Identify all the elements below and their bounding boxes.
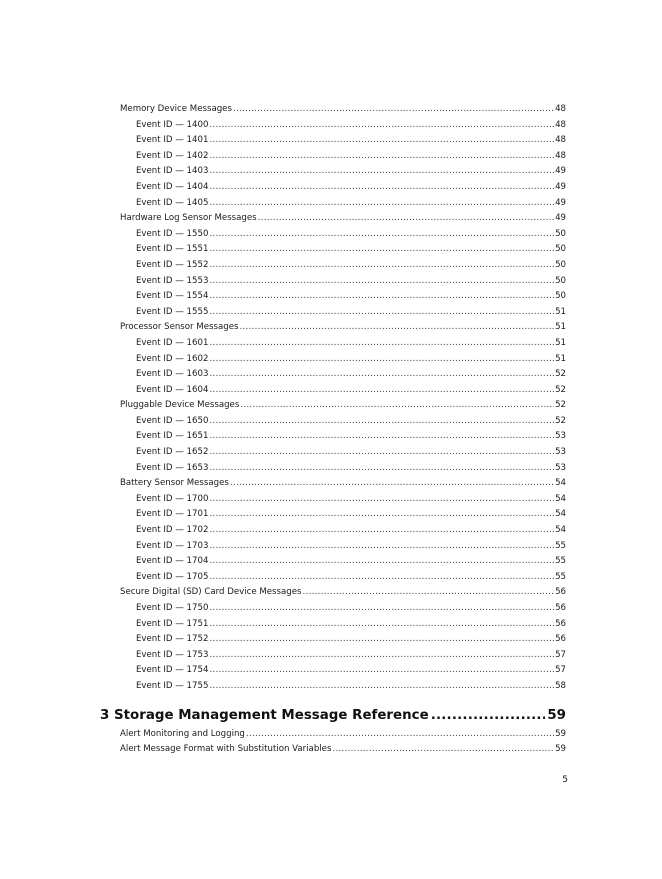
toc-entry-page: 52 — [555, 369, 566, 380]
toc-entry-title: Event ID — 1702 — [136, 525, 209, 536]
toc-entry-title: Event ID — 1650 — [136, 415, 209, 426]
toc-subsection-entry[interactable] — [0, 242, 662, 258]
table-of-contents — [0, 102, 662, 758]
toc-entry-page: 52 — [555, 400, 566, 411]
toc-entry-title: Battery Sensor Messages — [120, 478, 229, 489]
toc-entry-page: 50 — [555, 228, 566, 239]
toc-entry-title: Event ID — 1403 — [136, 166, 209, 177]
toc-entry-leader — [209, 258, 554, 274]
toc-section-entry[interactable] — [0, 476, 662, 492]
toc-section-entry[interactable] — [0, 211, 662, 227]
toc-entry-page: 59 — [555, 744, 566, 755]
toc-entry-page: 48 — [555, 150, 566, 161]
toc-subsection-entry[interactable] — [0, 445, 662, 461]
toc-entry-title: Alert Message Format with Substitution Variables — [120, 744, 332, 755]
toc-subsection-entry[interactable] — [0, 648, 662, 664]
toc-subsection-entry[interactable] — [0, 492, 662, 508]
toc-entry-leader — [209, 336, 554, 352]
toc-entry-page: 55 — [555, 571, 566, 582]
toc-entry-page: 49 — [555, 197, 566, 208]
toc-subsection-entry[interactable] — [0, 118, 662, 134]
toc-entry-page: 56 — [555, 618, 566, 629]
toc-section-entry[interactable] — [0, 727, 662, 743]
toc-entry-leader — [209, 554, 554, 570]
toc-entry-leader — [209, 164, 554, 180]
toc-entry-title: Event ID — 1405 — [136, 197, 209, 208]
toc-entry-page: 48 — [555, 135, 566, 146]
toc-subsection-entry[interactable] — [0, 554, 662, 570]
toc-subsection-entry[interactable] — [0, 570, 662, 586]
toc-entry-page: 54 — [555, 493, 566, 504]
toc-entry-leader — [209, 507, 554, 523]
toc-entry-title: Secure Digital (SD) Card Device Messages — [120, 587, 302, 598]
toc-entry-page: 56 — [555, 587, 566, 598]
toc-entry-title: Event ID — 1653 — [136, 462, 209, 473]
toc-subsection-entry[interactable] — [0, 507, 662, 523]
toc-entry-leader — [209, 429, 554, 445]
toc-entry-page: 53 — [555, 462, 566, 473]
toc-entry-page: 52 — [555, 415, 566, 426]
toc-entry-title: Processor Sensor Messages — [120, 322, 239, 333]
toc-entry-leader — [209, 289, 554, 305]
toc-entry-title: Event ID — 1404 — [136, 181, 209, 192]
toc-entry-title: Event ID — 1603 — [136, 369, 209, 380]
toc-entry-title: Event ID — 1602 — [136, 353, 209, 364]
toc-entry-page: 54 — [555, 478, 566, 489]
toc-chapter-page: 59 — [547, 707, 566, 723]
toc-entry-title: Event ID — 1652 — [136, 447, 209, 458]
toc-section-entry[interactable] — [0, 585, 662, 601]
toc-entry-page: 50 — [555, 275, 566, 286]
toc-section-entry[interactable] — [0, 320, 662, 336]
toc-entry-page: 54 — [555, 509, 566, 520]
toc-entry-page: 55 — [555, 540, 566, 551]
toc-entry-leader — [209, 632, 554, 648]
toc-entry-page: 56 — [555, 603, 566, 613]
toc-entry-title: Event ID — 1402 — [136, 150, 209, 161]
toc-entry-leader — [209, 274, 554, 290]
toc-section-entry[interactable] — [0, 742, 662, 758]
toc-section-entry[interactable] — [0, 398, 662, 414]
toc-entry-page: 50 — [555, 259, 566, 270]
toc-entry-page: 48 — [555, 119, 566, 130]
page-number: 5 — [562, 775, 568, 785]
toc-entry-leader — [258, 211, 554, 227]
toc-entry-leader — [209, 242, 554, 258]
toc-entry-page: 49 — [555, 166, 566, 177]
toc-entries — [0, 102, 662, 695]
toc-entry-page: 51 — [555, 322, 566, 333]
toc-entry-leader — [246, 727, 554, 743]
toc-entry-leader — [209, 180, 554, 196]
toc-chapter-heading[interactable] — [0, 705, 662, 727]
toc-chapter-leader — [431, 705, 546, 727]
toc-entry-title: Event ID — 1750 — [136, 603, 209, 613]
toc-entry-title: Event ID — 1601 — [136, 337, 209, 348]
toc-entry-page: 57 — [555, 665, 566, 676]
toc-entry-page: 51 — [555, 353, 566, 364]
toc-entry-page: 48 — [555, 104, 566, 114]
toc-entry-title: Alert Monitoring and Logging — [120, 728, 245, 739]
toc-entry-title: Event ID — 1753 — [136, 649, 209, 660]
toc-entry-leader — [303, 585, 555, 601]
toc-subsection-entry[interactable] — [0, 414, 662, 430]
toc-entry-title: Event ID — 1651 — [136, 431, 209, 442]
toc-entry-title: Event ID — 1754 — [136, 665, 209, 676]
toc-entry-leader — [209, 414, 554, 430]
toc-chapter-entries — [0, 727, 662, 758]
toc-entry-title: Event ID — 1752 — [136, 634, 209, 645]
toc-entry-leader — [209, 445, 554, 461]
toc-subsection-entry[interactable] — [0, 336, 662, 352]
toc-entry-leader — [209, 133, 554, 149]
toc-entry-leader — [209, 383, 554, 399]
toc-entry-leader — [209, 539, 554, 555]
toc-entry-page: 50 — [555, 291, 566, 302]
toc-subsection-entry[interactable] — [0, 383, 662, 399]
toc-chapter-title: 3 Storage Management Message Reference — [100, 707, 429, 723]
toc-entry-title: Memory Device Messages — [120, 104, 232, 114]
toc-entry-title: Event ID — 1555 — [136, 306, 209, 317]
toc-subsection-entry[interactable] — [0, 523, 662, 539]
toc-entry-page: 58 — [555, 680, 566, 691]
toc-section-entry[interactable] — [0, 102, 662, 118]
toc-entry-title: Event ID — 1401 — [136, 135, 209, 146]
toc-entry-leader — [332, 742, 554, 758]
toc-entry-title: Event ID — 1551 — [136, 244, 209, 255]
toc-entry-leader — [239, 320, 554, 336]
toc-entry-page: 57 — [555, 649, 566, 660]
toc-entry-title: Event ID — 1755 — [136, 680, 209, 691]
toc-subsection-entry[interactable] — [0, 149, 662, 165]
toc-entry-leader — [209, 352, 554, 368]
toc-subsection-entry[interactable] — [0, 601, 662, 617]
toc-entry-page: 53 — [555, 447, 566, 458]
toc-subsection-entry[interactable] — [0, 180, 662, 196]
toc-entry-title: Event ID — 1604 — [136, 384, 209, 395]
toc-entry-page: 53 — [555, 431, 566, 442]
toc-entry-title: Event ID — 1705 — [136, 571, 209, 582]
toc-entry-page: 52 — [555, 384, 566, 395]
toc-subsection-entry[interactable] — [0, 632, 662, 648]
toc-entry-leader — [209, 679, 554, 695]
toc-entry-leader — [230, 476, 554, 492]
toc-entry-leader — [209, 663, 554, 679]
toc-entry-page: 49 — [555, 181, 566, 192]
toc-subsection-entry[interactable] — [0, 367, 662, 383]
toc-entry-title: Event ID — 1553 — [136, 275, 209, 286]
toc-entry-title: Event ID — 1554 — [136, 291, 209, 302]
toc-entry-page: 49 — [555, 213, 566, 224]
toc-subsection-entry[interactable] — [0, 274, 662, 290]
toc-entry-leader — [209, 118, 554, 134]
toc-entry-page: 51 — [555, 306, 566, 317]
toc-entry-title: Event ID — 1701 — [136, 509, 209, 520]
toc-entry-title: Event ID — 1552 — [136, 259, 209, 270]
toc-subsection-entry[interactable] — [0, 289, 662, 305]
toc-entry-leader — [209, 149, 554, 165]
toc-entry-leader — [209, 461, 554, 477]
toc-entry-leader — [209, 492, 554, 508]
toc-subsection-entry[interactable] — [0, 164, 662, 180]
toc-subsection-entry[interactable] — [0, 429, 662, 445]
toc-subsection-entry[interactable] — [0, 133, 662, 149]
toc-subsection-entry[interactable] — [0, 617, 662, 633]
toc-subsection-entry[interactable] — [0, 352, 662, 368]
toc-subsection-entry[interactable] — [0, 679, 662, 695]
toc-entry-leader — [209, 601, 554, 617]
toc-entry-title: Event ID — 1751 — [136, 618, 209, 629]
toc-entry-title: Event ID — 1400 — [136, 119, 209, 130]
toc-subsection-entry[interactable] — [0, 305, 662, 321]
toc-entry-page: 59 — [555, 728, 566, 739]
toc-entry-leader — [209, 570, 554, 586]
toc-entry-leader — [209, 367, 554, 383]
toc-subsection-entry[interactable] — [0, 258, 662, 274]
toc-entry-title: Hardware Log Sensor Messages — [120, 213, 257, 224]
toc-entry-leader — [209, 227, 554, 243]
toc-subsection-entry[interactable] — [0, 539, 662, 555]
toc-entry-page: 56 — [555, 634, 566, 645]
toc-subsection-entry[interactable] — [0, 461, 662, 477]
toc-entry-leader — [209, 196, 554, 212]
toc-entry-leader — [233, 102, 554, 118]
toc-entry-page: 54 — [555, 525, 566, 536]
toc-entry-title: Event ID — 1700 — [136, 493, 209, 504]
toc-entry-title: Pluggable Device Messages — [120, 400, 240, 411]
toc-entry-page: 51 — [555, 337, 566, 348]
toc-entry-leader — [209, 617, 554, 633]
toc-entry-leader — [209, 648, 554, 664]
toc-entry-title: Event ID — 1703 — [136, 540, 209, 551]
toc-entry-leader — [240, 398, 554, 414]
toc-entry-page: 50 — [555, 244, 566, 255]
toc-entry-leader — [209, 305, 554, 321]
toc-entry-page: 55 — [555, 556, 566, 567]
toc-subsection-entry[interactable] — [0, 663, 662, 679]
toc-subsection-entry[interactable] — [0, 227, 662, 243]
toc-entry-title: Event ID — 1550 — [136, 228, 209, 239]
toc-subsection-entry[interactable] — [0, 196, 662, 212]
toc-entry-title: Event ID — 1704 — [136, 556, 209, 567]
toc-entry-leader — [209, 523, 554, 539]
